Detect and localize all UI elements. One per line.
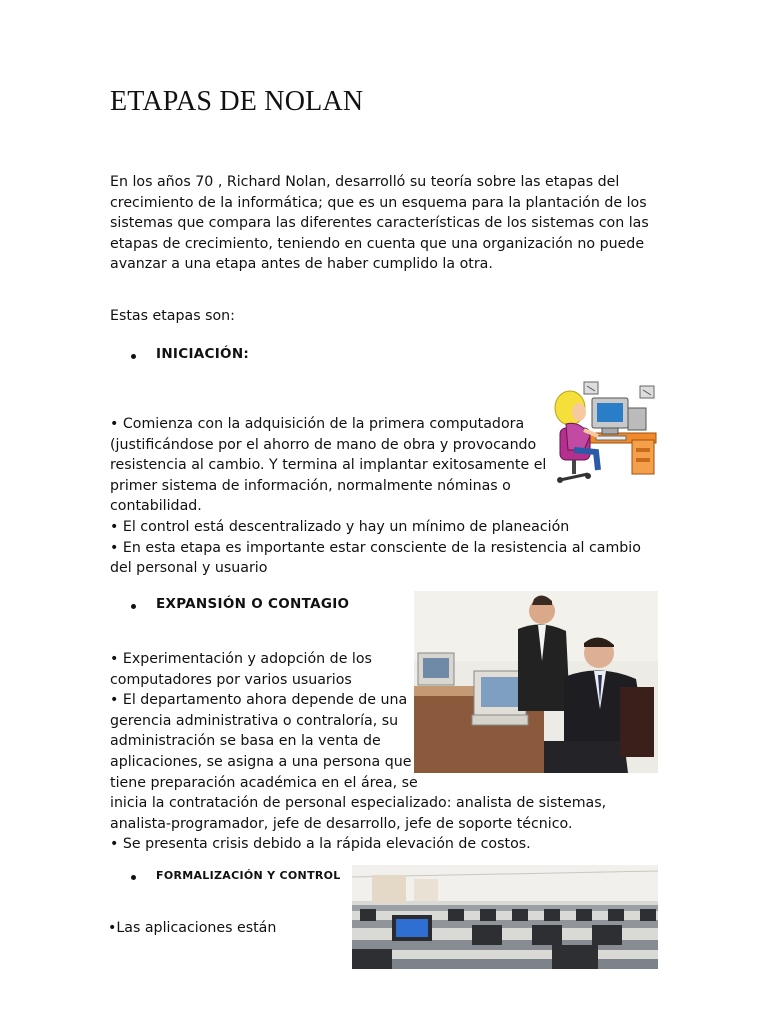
intro-line: avanzar a una etapa antes de haber cumplido la otra. bbox=[110, 256, 493, 273]
body-line: computadores por varios usuarios bbox=[110, 671, 352, 688]
intro-line: etapas de crecimiento, teniendo en cuenta que una organización no puede bbox=[110, 235, 645, 252]
stage-heading-expansion: EXPANSIÓN O CONTAGIO bbox=[156, 596, 350, 612]
body-line: • El departamento ahora depende de una bbox=[110, 692, 408, 709]
body-line: • Se presenta crisis debido a la rápida elevación de costos. bbox=[110, 836, 531, 853]
body-line: aplicaciones, se asigna a una persona que bbox=[110, 753, 412, 770]
body-line: • En esta etapa es importante estar consciente de la resistencia al cambio bbox=[110, 539, 641, 556]
office-men-photo bbox=[414, 591, 658, 773]
body-line: del personal y usuario bbox=[110, 560, 268, 577]
body-line: • Comienza con la adquisición de la primera computadora bbox=[110, 416, 525, 432]
body-line: resistencia al cambio. Y termina al implantar exitosamente el bbox=[110, 457, 547, 474]
bullet-dot bbox=[131, 604, 136, 609]
computer-user-clipart bbox=[546, 378, 661, 488]
stage-heading-iniciacion: INICIACIÓN: bbox=[156, 346, 250, 362]
computer-lab-photo bbox=[352, 865, 658, 969]
stage-body-formalizacion bbox=[108, 918, 276, 939]
body-line: •Las aplicaciones están bbox=[108, 920, 277, 936]
body-line: analista-programador, jefe de desarrollo, jefe de soporte técnico. bbox=[110, 815, 573, 832]
page-title: ETAPAS DE NOLAN bbox=[110, 86, 364, 117]
stage-heading-formalizacion: FORMALIZACIÓN Y CONTROL bbox=[156, 869, 341, 882]
intro-line: crecimiento de la informática; que es un esquema para la plantación de los bbox=[110, 194, 647, 211]
lead-text: Estas etapas son: bbox=[110, 308, 235, 324]
intro-line: sistemas que compara las diferentes características de los sistemas con las bbox=[110, 215, 649, 232]
body-line: primer sistema de información, normalmente nóminas o bbox=[110, 477, 511, 494]
body-line: contabilidad. bbox=[110, 498, 202, 515]
body-line: administración se basa en la venta de bbox=[110, 733, 381, 750]
body-line: • El control está descentralizado y hay un mínimo de planeación bbox=[110, 518, 570, 535]
bullet-dot bbox=[131, 875, 136, 880]
bullet-dot bbox=[131, 354, 136, 359]
body-line: gerencia administrativa o contraloría, su bbox=[110, 712, 399, 729]
body-line: tiene preparación académica en el área, se bbox=[110, 774, 418, 791]
body-line: • Experimentación y adopción de los bbox=[110, 651, 372, 667]
intro-line: En los años 70 , Richard Nolan, desarrolló su teoría sobre las etapas del bbox=[110, 174, 620, 190]
body-line: inicia la contratación de personal especializado: analista de sistemas, bbox=[110, 795, 607, 812]
intro-paragraph bbox=[110, 172, 670, 275]
body-line: (justificándose por el ahorro de mano de obra y provocando bbox=[110, 436, 537, 453]
